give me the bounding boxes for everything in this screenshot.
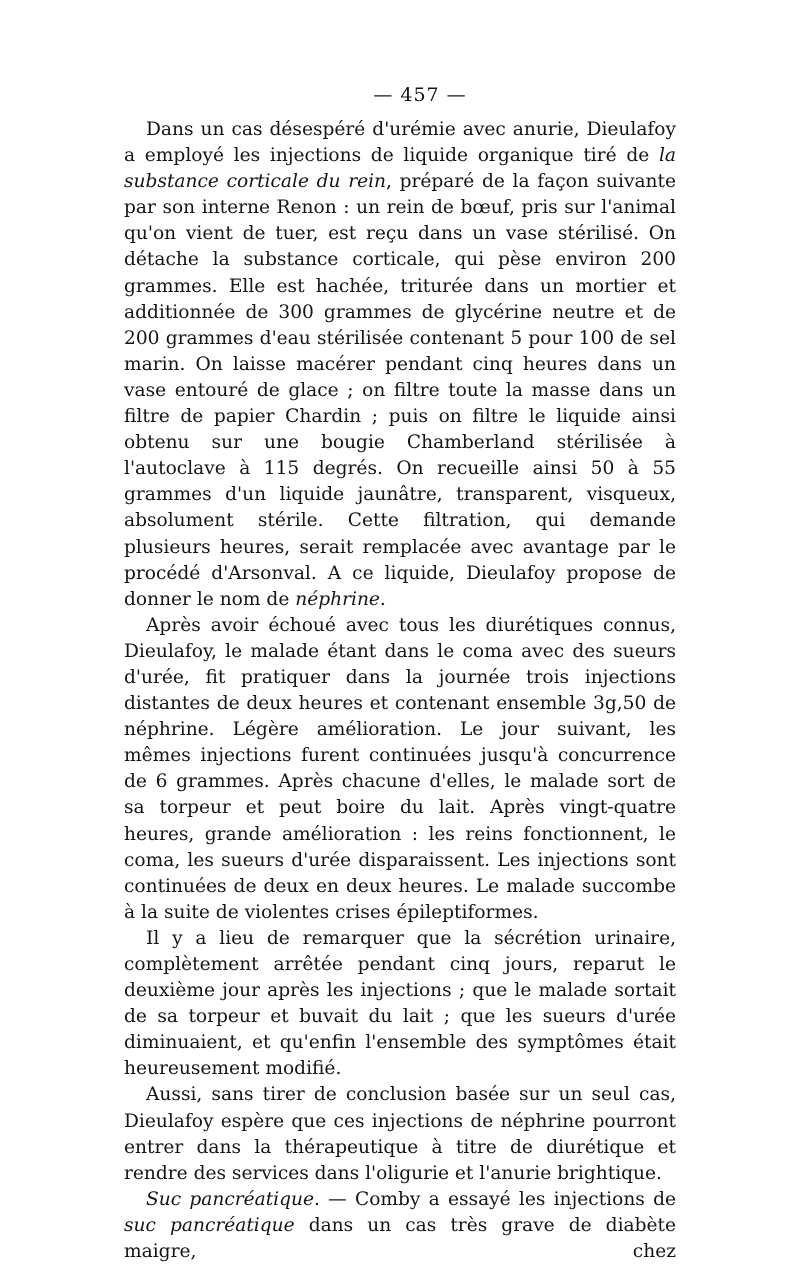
text-segment-italic: néphrine <box>295 588 380 610</box>
paragraph <box>124 926 676 1083</box>
text-segment: , préparé de la façon suivante par son interne Renon : un rein de bœuf, pris sur l'animal qu'on vient de tuer, est reçu dans un vase stérilisé. On détache la substance corticale, qui pèse environ 200 grammes. Elle est hachée, triturée dans un mortier et additionnée de 300 grammes de glycérine neutre et de 200 grammes d'eau stérilisée contenant 5 pour 100 de sel marin. On laisse macérer pendant cinq heures dans un vase entouré de glace ; on filtre toute la masse dans un filtre de papier Chardin ; puis on filtre le liquide ainsi obtenu sur une bougie Chamberland stérilisée à l'autoclave à 115 degrés. On recueille ainsi 50 à 55 grammes d'un liquide jaunâtre, transparent, visqueux, absolument stérile. Cette filtration, qui demande plusieurs heures, serait remplacée avec avantage par le procédé d'Arsonval. A ce liquide, Dieulafoy propose de donner le nom de <box>124 171 676 610</box>
paragraph <box>124 1187 676 1265</box>
text-segment: dans un cas très grave de diabète maigre, chez <box>124 1214 676 1263</box>
text-segment: Aussi, sans tirer de conclusion basée sur un seul cas, Dieulafoy espère que ces injections de néphrine pourront entrer dans la thérapeutique à titre de diurétique et rendre des services dans l'oligurie et l'anurie brightique. <box>124 1084 676 1184</box>
text-segment: Il y a lieu de remarquer que la sécrétion urinaire, complètement arrêtée pendant cinq jours, reparut le deuxième jour après les injections ; que le malade sortait de sa torpeur et buvait du lait ; que les sueurs d'urée diminuaient, et qu'enfin l'ensemble des symptômes était heureusement modifié. <box>124 927 676 1080</box>
paragraph <box>124 1082 676 1186</box>
text-segment: . — Comby a essayé les injections de <box>314 1188 676 1210</box>
text-segment-italic: suc pancréatique <box>124 1214 295 1236</box>
page-number: — 457 — <box>373 84 467 106</box>
text-segment: . <box>379 588 386 610</box>
body-text <box>124 117 676 1265</box>
text-segment: Dans un cas désespéré d'urémie avec anurie, Dieulafoy a employé les injections de liquide organique tiré de <box>124 119 676 167</box>
text-segment-italic: la substance corticale du rein <box>124 145 676 193</box>
text-segment: Après avoir échoué avec tous les diurétiques connus, Dieulafoy, le malade étant dans le coma avec des sueurs d'urée, fit pratiquer dans la journée trois injections distantes de deux heures et contenant ensemble 3g,50 de néphrine. Légère amélioration. Le jour suivant, les mêmes injections furent continuées jusqu'à concurrence de 6 grammes. Après chacune d'elles, le malade sort de sa torpeur et peut boire du lait. Après vingt-quatre heures, grande amélioration : les reins fonctionnent, le coma, les sueurs d'urée disparaissent. Les injections sont continuées de deux en deux heures. Le malade succombe à la suite de violentes crises épileptiformes. <box>124 614 676 923</box>
section-heading-italic: Suc pancréatique <box>146 1188 315 1210</box>
paragraph <box>124 117 676 613</box>
paragraph <box>124 613 676 926</box>
